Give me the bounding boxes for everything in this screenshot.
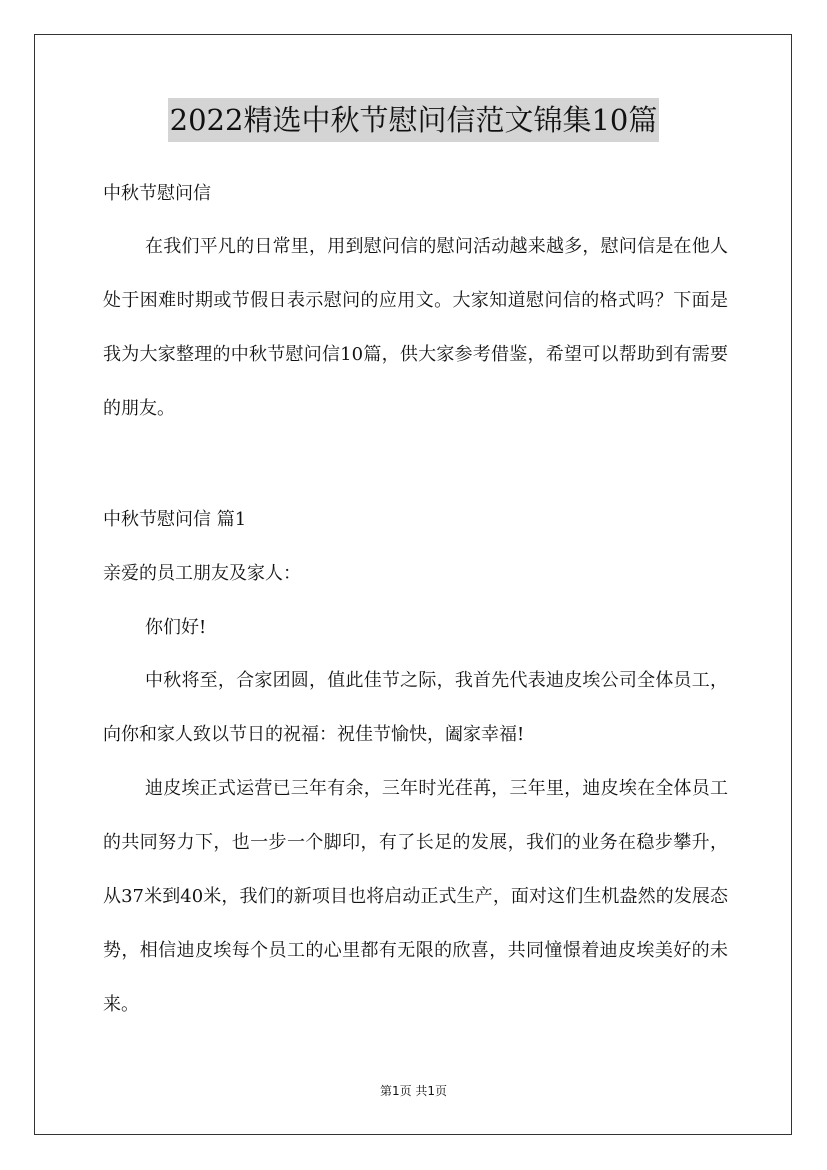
- paragraph-1: 中秋将至，合家团圆，值此佳节之际，我首先代表迪皮埃公司全体员工，向你和家人致以节日的祝福：祝佳节愉快，阖家幸福!: [103, 670, 728, 745]
- intro-paragraph: 在我们平凡的日常里，用到慰问信的慰问活动越来越多，慰问信是在他人处于困难时期或节假日表示慰问的应用文。大家知道慰问信的格式吗？下面是我为大家整理的中秋节慰问信10篇，供大家参考借鉴，希望可以帮助到有需要的朋友。: [103, 236, 728, 419]
- main-heading: 中秋节慰问信: [103, 183, 211, 204]
- paragraph-2: 迪皮埃正式运营已三年有余，三年时光荏苒，三年里，迪皮埃在全体员工的共同努力下，也一步一个脚印，有了长足的发展，我们的业务在稳步攀升，从37米到40米，我们的新项目也将启动正式生产，面对这们生机盎然的发展态势，相信迪皮埃每个员工的心里都有无限的欣喜，共同憧憬着迪皮埃美好的未来。: [103, 778, 728, 1015]
- section-heading: 中秋节慰问信 篇1: [103, 509, 247, 530]
- greeting: 你们好!: [145, 617, 207, 638]
- document-title: 2022精选中秋节慰问信范文锦集10篇: [168, 98, 660, 142]
- page-footer: 第1页 共1页: [379, 1084, 448, 1098]
- salutation: 亲爱的员工朋友及家人：: [103, 563, 301, 584]
- title-container: [0, 98, 827, 142]
